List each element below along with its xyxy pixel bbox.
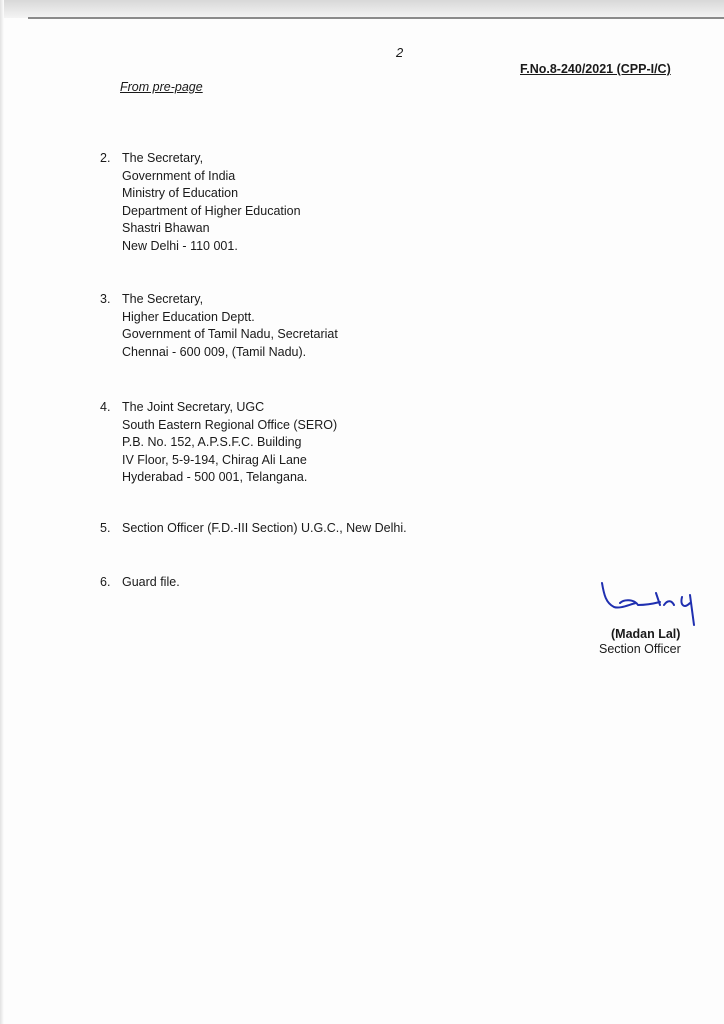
item-number: 3. [100, 292, 111, 306]
continuation-note: From pre-page [120, 80, 203, 94]
address-line: Department of Higher Education [122, 203, 301, 218]
recipient-item [100, 150, 301, 255]
handwritten-signature [590, 575, 720, 635]
signature-stroke [602, 583, 694, 625]
recipient-item [100, 291, 338, 361]
address-line: Government of Tamil Nadu, Secretariat [122, 327, 338, 341]
address-line: Section Officer (F.D.-III Section) U.G.C., New Delhi. [122, 521, 407, 535]
address-line: Guard file. [122, 575, 180, 589]
recipient-item [100, 399, 337, 487]
address-line: The Secretary, [122, 292, 204, 306]
address-line: The Secretary, [122, 151, 204, 165]
item-number: 2. [100, 151, 111, 165]
item-number: 5. [100, 521, 111, 535]
address-line: Government of India [122, 168, 236, 183]
address-line: Chennai - 600 009, (Tamil Nadu). [122, 344, 307, 359]
address-line: Shastri Bhawan [122, 221, 210, 235]
address-line: Higher Education Deptt. [122, 309, 255, 324]
signatory-designation: Section Officer [599, 642, 681, 656]
recipient-item [100, 574, 180, 592]
scan-shadow-left [0, 0, 4, 1024]
scan-shadow-top [0, 0, 724, 18]
address-line: The Joint Secretary, UGC [122, 400, 265, 414]
page-number: 2 [396, 45, 404, 60]
address-line: Ministry of Education [122, 186, 239, 200]
item-number: 4. [100, 400, 111, 414]
recipient-item [100, 520, 407, 538]
address-line: IV Floor, 5-9-194, Chirag Ali Lane [122, 452, 307, 467]
signatory-name: (Madan Lal) [611, 627, 681, 641]
address-line: New Delhi - 110 001. [122, 238, 238, 253]
address-line: Hyderabad - 500 001, Telangana. [122, 470, 308, 484]
file-number: F.No.8-240/2021 (CPP-I/C) [520, 62, 671, 76]
scan-edge-line [28, 17, 724, 19]
item-number: 6. [100, 575, 111, 589]
address-line: South Eastern Regional Office (SERO) [122, 417, 338, 432]
address-line: P.B. No. 152, A.P.S.F.C. Building [122, 435, 302, 449]
